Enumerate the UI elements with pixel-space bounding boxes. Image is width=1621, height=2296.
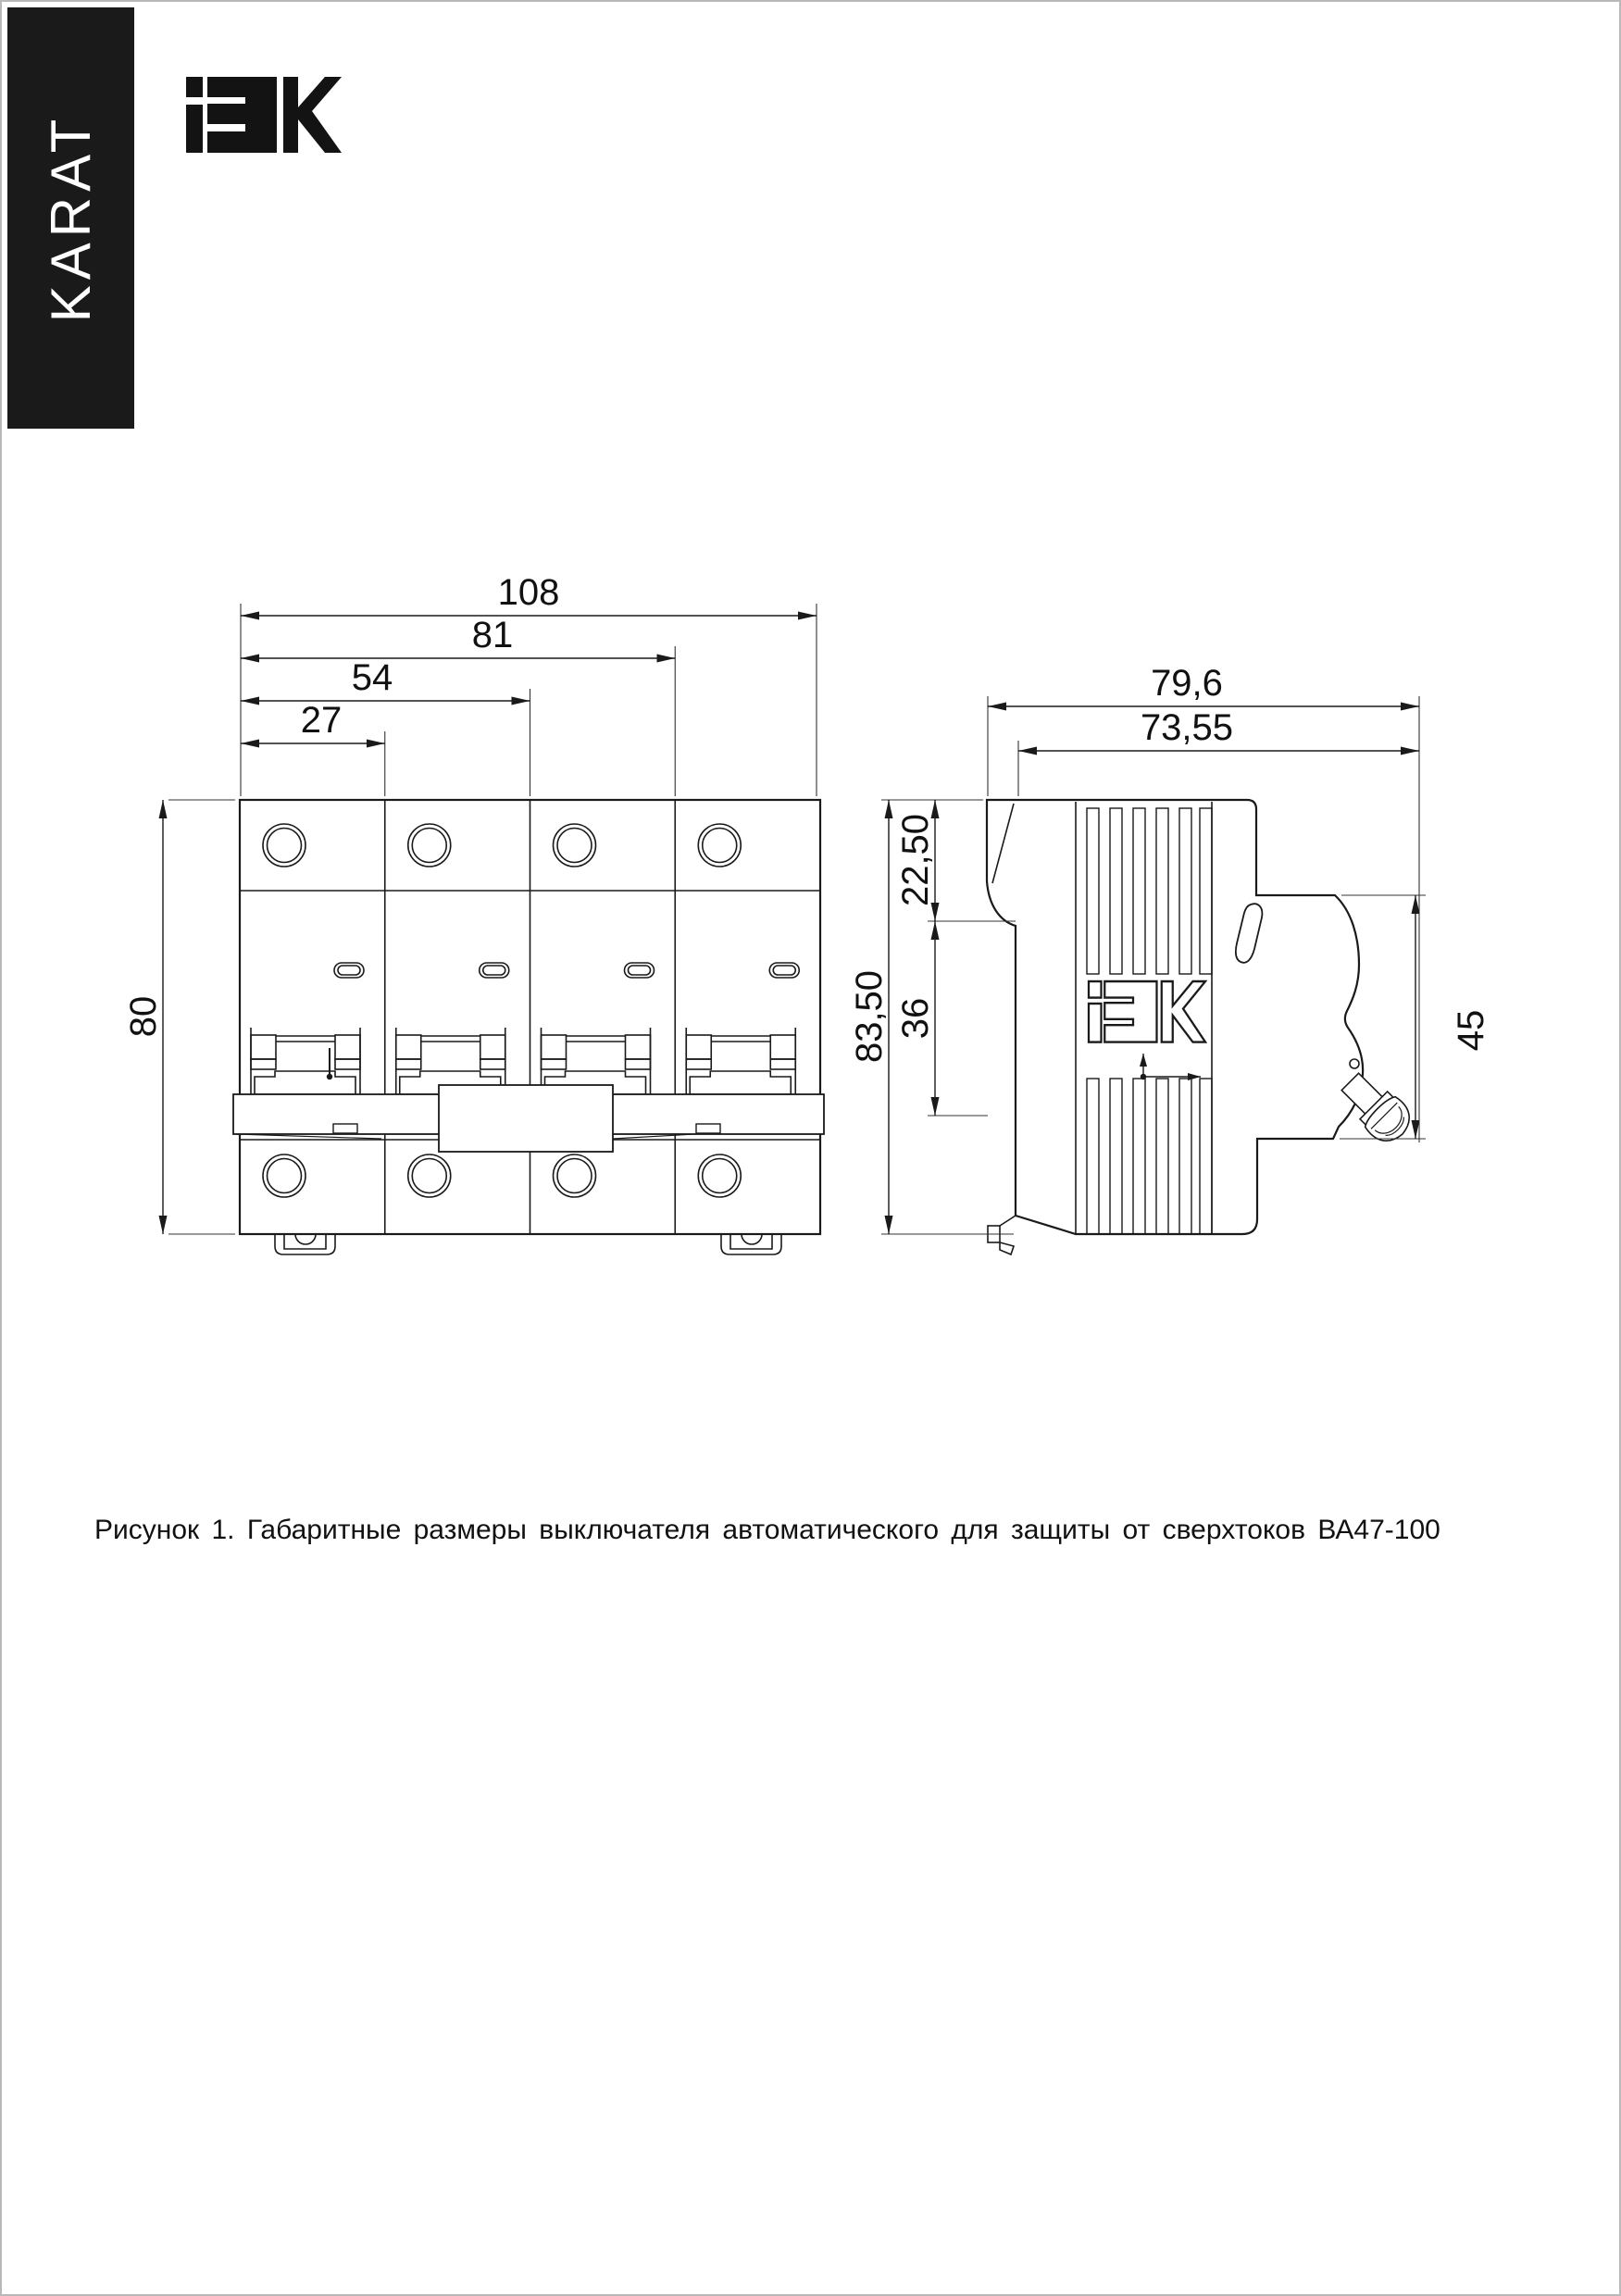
dim-label-80: 80 (123, 995, 164, 1038)
dim-label-36: 36 (895, 997, 936, 1040)
karat-label: KARAT (39, 113, 102, 323)
dimension-drawing (2, 2, 1621, 2296)
dim-label-45: 45 (1451, 1009, 1491, 1052)
dim-label-81: 81 (471, 615, 514, 655)
front-view (233, 800, 824, 1254)
dim-label-83-50: 83,50 (849, 969, 890, 1064)
dim-label-54: 54 (351, 657, 393, 698)
dim-label-79-6: 79,6 (1151, 663, 1223, 704)
side-view (987, 800, 1418, 1254)
dim-label-22-50: 22,50 (895, 813, 936, 907)
figure-caption: Рисунок 1. Габаритные размеры выключателя автоматического для защиты от сверхтоков ВА47-100 (94, 1515, 1440, 1545)
dim-label-73-55: 73,55 (1140, 707, 1234, 748)
dim-label-108: 108 (497, 572, 560, 613)
dim-label-27: 27 (300, 700, 343, 741)
